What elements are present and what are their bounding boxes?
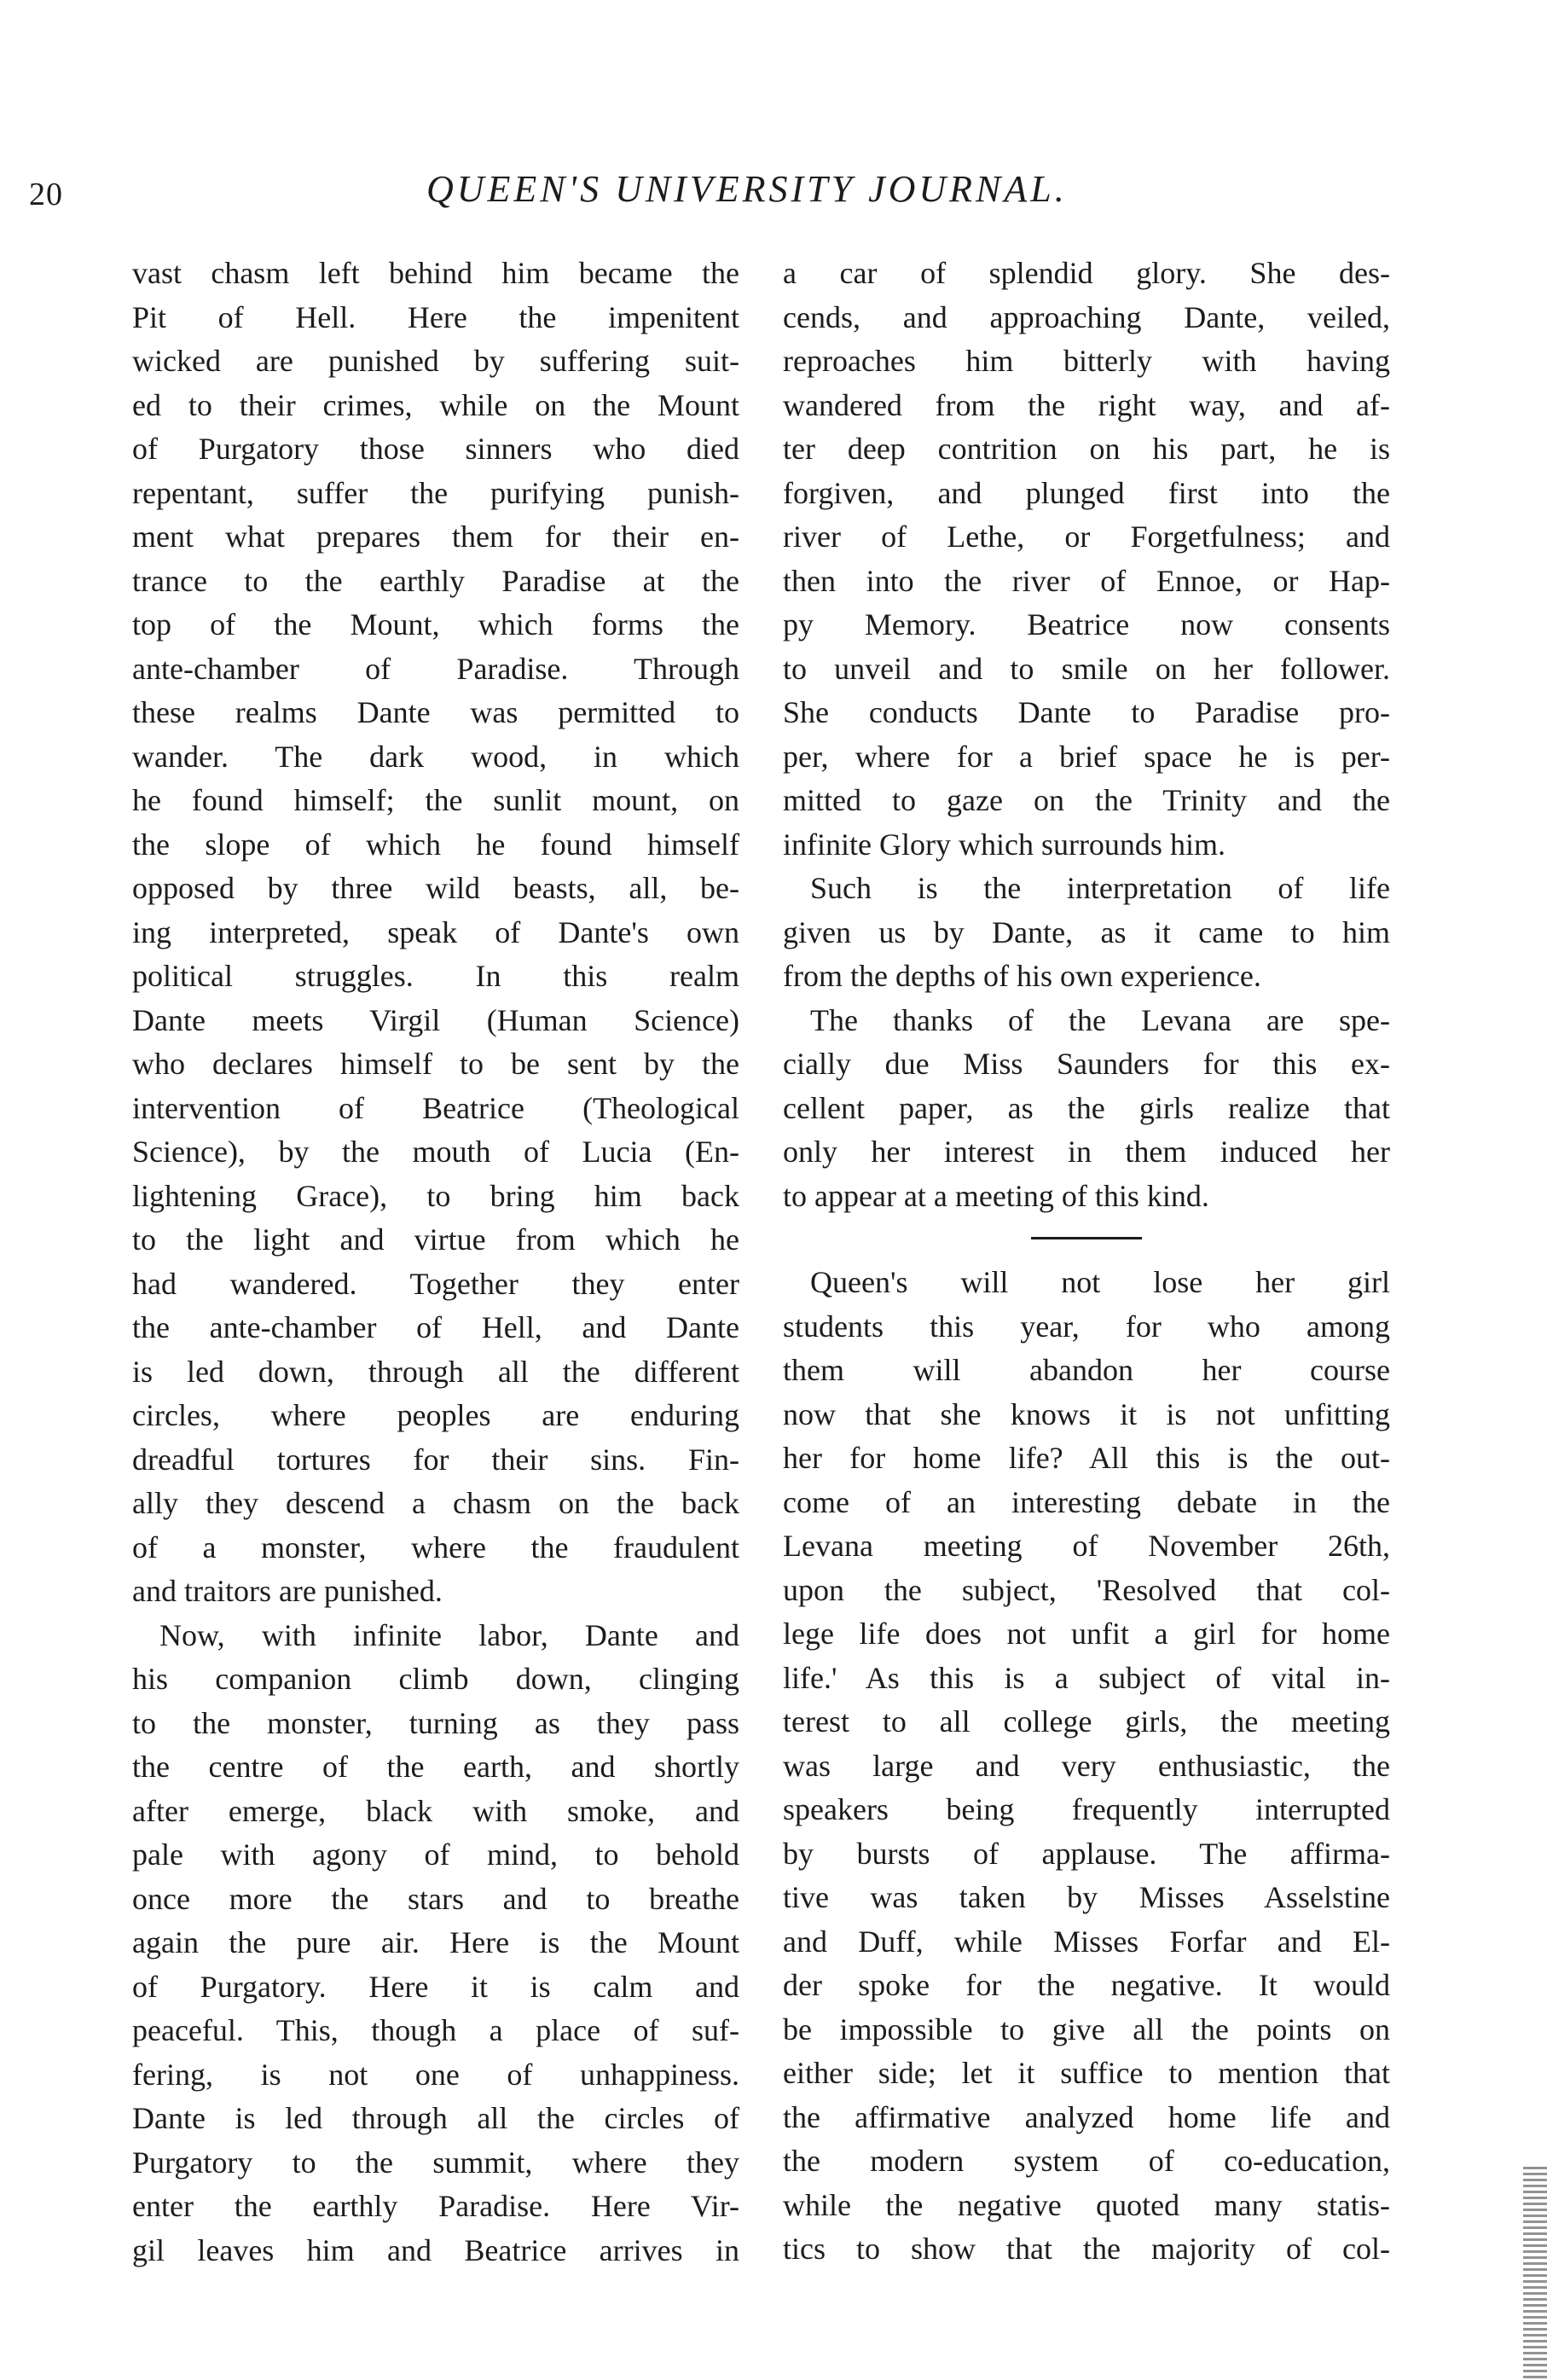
text-line: Such is the interpretation of life (810, 871, 1390, 905)
text-line: to the light and virtue from which he (132, 1222, 739, 1257)
text-line: while the negative quoted many statis- (783, 2187, 1390, 2222)
text-line: these realms Dante was permitted to (132, 695, 739, 729)
text-line: by bursts of applause. The affirma- (783, 1836, 1390, 1871)
text-line: wander. The dark wood, in which (132, 739, 739, 774)
text-line: to unveil and to smile on her follower. (783, 651, 1390, 686)
text-line: he found himself; the sunlit mount, on (132, 783, 739, 817)
text-line: only her interest in them induced her (783, 1135, 1390, 1169)
text-line: was large and very enthusiastic, the (783, 1748, 1390, 1783)
text-line: upon the subject, 'Resolved that col- (783, 1572, 1390, 1607)
text-line: her for home life? All this is the out- (783, 1441, 1390, 1475)
text-line: to the monster, turning as they pass (132, 1705, 739, 1740)
text-line: per, where for a brief space he is per- (783, 739, 1390, 774)
page-number: 20 (29, 177, 63, 212)
text-line: Pit of Hell. Here the impenitent (132, 299, 739, 334)
text-line: enter the earthly Paradise. Here Vir- (132, 2189, 739, 2223)
text-line: repentant, suffer the purifying punish- (132, 475, 739, 510)
text-line: ment what prepares them for their en- (132, 520, 739, 554)
text-line: his companion climb down, clinging (132, 1662, 739, 1696)
text-line: the centre of the earth, and shortly (132, 1750, 739, 1784)
text-line: Science), by the mouth of Lucia (En- (132, 1135, 739, 1169)
text-line: ante-chamber of Paradise. Through (132, 651, 739, 686)
text-line: ter deep contrition on his part, he is (783, 432, 1390, 466)
text-line: is led down, through all the different (132, 1354, 739, 1389)
section-divider (1031, 1237, 1142, 1239)
text-line: Levana meeting of November 26th, (783, 1529, 1390, 1563)
text-line: top of the Mount, which forms the (132, 607, 739, 641)
text-line: forgiven, and plunged first into the (783, 475, 1390, 510)
text-line: cially due Miss Saunders for this ex- (783, 1047, 1390, 1081)
text-line: circles, where peoples are enduring (132, 1398, 739, 1432)
text-line: who declares himself to be sent by the (132, 1047, 739, 1081)
page-edge-shadow (1523, 2167, 1547, 2380)
text-line: reproaches him bitterly with having (783, 344, 1390, 378)
text-line: infinite Glory which surrounds him. (783, 827, 1225, 862)
text-line: lege life does not unfit a girl for home (783, 1617, 1390, 1651)
column-right (783, 252, 1390, 2272)
text-line: the slope of which he found himself (132, 827, 739, 862)
text-line: Dante is led through all the circles of (132, 2101, 739, 2135)
text-line: be impossible to give all the points on (783, 2011, 1390, 2046)
text-line: the affirmative analyzed home life and (783, 2099, 1390, 2134)
text-line: speakers being frequently interrupted (783, 1792, 1390, 1826)
text-line: wandered from the right way, and af- (783, 387, 1390, 422)
text-line: cellent paper, as the girls realize that (783, 1090, 1390, 1125)
text-line: to appear at a meeting of this kind. (783, 1178, 1209, 1213)
text-line: mitted to gaze on the Trinity and the (783, 783, 1390, 817)
text-line: Queen's will not lose her girl (810, 1265, 1390, 1299)
column-right-top (783, 252, 1390, 1218)
text-line: lightening Grace), to bring him back (132, 1178, 739, 1213)
text-line: had wandered. Together they enter (132, 1266, 739, 1301)
text-line: vast chasm left behind him became the (132, 256, 739, 290)
text-line: She conducts Dante to Paradise pro- (783, 695, 1390, 729)
text-line: river of Lethe, or Forgetfulness; and (783, 520, 1390, 554)
text-line: come of an interesting debate in the (783, 1484, 1390, 1519)
text-line: gil leaves him and Beatrice arrives in (132, 2232, 739, 2267)
text-line: of Purgatory. Here it is calm and (132, 1969, 739, 2004)
text-line: trance to the earthly Paradise at the (132, 563, 739, 598)
text-line: them will abandon her course (783, 1353, 1390, 1387)
text-line: ed to their crimes, while on the Mount (132, 387, 739, 422)
text-line: opposed by three wild beasts, all, be- (132, 871, 739, 905)
text-line: given us by Dante, as it came to him (783, 914, 1390, 949)
text-line: either side; let it suffice to mention that (783, 2056, 1390, 2090)
text-line: then into the river of Ennoe, or Hap- (783, 563, 1390, 598)
text-line: students this year, for who among (783, 1309, 1390, 1344)
text-line: fering, is not one of unhappiness. (132, 2057, 739, 2092)
text-line: Now, with infinite labor, Dante and (159, 1617, 739, 1652)
text-line: life.' As this is a subject of vital in- (783, 1660, 1390, 1695)
text-line: py Memory. Beatrice now consents (783, 607, 1390, 641)
text-line: of a monster, where the fraudulent (132, 1530, 739, 1564)
text-line: wicked are punished by suffering suit- (132, 344, 739, 378)
text-line: after emerge, black with smoke, and (132, 1793, 739, 1828)
text-line: The thanks of the Levana are spe- (810, 1002, 1390, 1037)
text-line: now that she knows it is not unfitting (783, 1396, 1390, 1431)
text-line: terest to all college girls, the meeting (783, 1704, 1390, 1739)
text-line: intervention of Beatrice (Theological (132, 1090, 739, 1125)
text-line: of Purgatory those sinners who died (132, 432, 739, 466)
text-line: a car of splendid glory. She des- (783, 256, 1390, 290)
text-line: ally they descend a chasm on the back (132, 1486, 739, 1520)
text-line: and traitors are punished. (132, 1574, 443, 1608)
text-line: Purgatory to the summit, where they (132, 2145, 739, 2180)
running-head: QUEEN'S UNIVERSITY JOURNAL. (426, 168, 1068, 210)
text-line: ing interpreted, speak of Dante's own (132, 914, 739, 949)
column-right-bottom (783, 1261, 1390, 2272)
text-line: der spoke for the negative. It would (783, 1968, 1390, 2002)
text-line: the modern system of co-education, (783, 2144, 1390, 2178)
text-line: once more the stars and to breathe (132, 1881, 739, 1916)
text-line: again the pure air. Here is the Mount (132, 1925, 739, 1959)
text-line: tive was taken by Misses Asselstine (783, 1880, 1390, 1914)
text-line: from the depths of his own experience. (783, 959, 1261, 993)
column-left (132, 252, 739, 2273)
text-line: and Duff, while Misses Forfar and El- (783, 1924, 1390, 1959)
text-line: tics to show that the majority of col- (783, 2232, 1390, 2266)
text-line: the ante-chamber of Hell, and Dante (132, 1310, 739, 1344)
text-line: cends, and approaching Dante, veiled, (783, 299, 1390, 334)
text-line: dreadful tortures for their sins. Fin- (132, 1442, 739, 1477)
text-line: Dante meets Virgil (Human Science) (132, 1002, 739, 1037)
text-line: political struggles. In this realm (132, 959, 739, 993)
text-line: pale with agony of mind, to behold (132, 1837, 739, 1872)
text-line: peaceful. This, though a place of suf- (132, 2013, 739, 2047)
